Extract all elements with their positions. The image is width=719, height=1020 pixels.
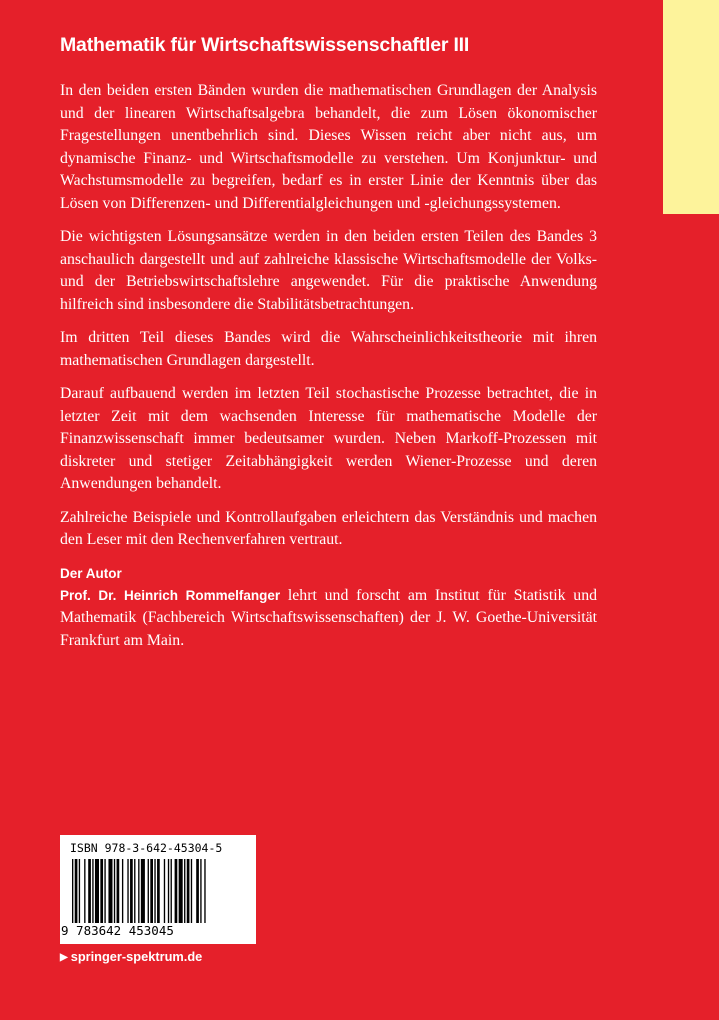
book-title: Mathematik für Wirtschaftswissenschaftler III [60,34,470,56]
blurb-paragraph-2: Die wichtigsten Lösungsansätze werden in den beiden ersten Teilen des Bandes 3 anschaulich dargestellt und auf zahlreiche klassische Wirtschaftsmodelle der Volks- und der Betriebswirtschaftslehre angewendet. Für die praktische Anwendung hilfreich sind insbesondere die Stabilitätsbetrachtungen. [60,228,597,313]
publisher-link[interactable] [60,949,202,964]
arrow-right-icon: ▶ [60,952,68,963]
yellow-accent-tab [663,0,719,214]
barcode-digits: 9 783642 453045 [61,923,174,938]
blurb-paragraph-1: In den beiden ersten Bänden wurden die mathematischen Grundlagen der Analysis und der linearen Wirtschaftsalgebra behandelt, die zum Lösen ökonomischer Fragestellungen unentbehrlich sind. Dieses Wissen reicht aber nicht aus, um dynamische Finanz- und Wirtschaftsmodelle zu verstehen. Um Konjunktur- und Wachstumsmodelle zu begreifen, bedarf es in erster Linie der Kenntnis über das Lösen von Differenzen- und Differentialgleichungen und -gleichungssystemen. [60,82,597,212]
blurb [60,80,597,663]
isbn-label: ISBN 978-3-642-45304-5 [70,841,223,855]
blurb-paragraph-4: Darauf aufbauend werden im letzten Teil stochastische Prozesse betrachtet, die in letzter Zeit mit dem wachsenden Interesse für mathematische Modelle der Finanzwissenschaft immer bedeutsamer wurden. Neben Markoff-Prozessen mit diskreter und stetiger Zeitabhängigkeit werden Wiener-Prozesse und deren Anwendungen behandelt. [60,385,597,492]
author-heading: Der Autor [60,565,122,581]
blurb-paragraph-3: Im dritten Teil dieses Bandes wird die Wahrscheinlichkeitstheorie mit ihren mathematischen Grundlagen dargestellt. [60,329,597,369]
author-bio [60,585,597,653]
author-bio-text: lehrt und forscht am Institut für Statistik und Mathematik (Fachbereich Wirtschaftswissenschaften) der J. W. Goethe-Universität Frankfurt am Main. [60,586,597,649]
author-name: Prof. Dr. Heinrich Rommelfanger [60,587,281,603]
isbn-barcode [60,835,256,944]
blurb-paragraph-5: Zahlreiche Beispiele und Kontrollaufgaben erleichtern das Verständnis und machen den Leser mit den Rechenverfahren vertraut. [60,508,597,548]
barcode-bars [72,859,252,923]
publisher-url: springer-spektrum.de [70,949,203,964]
